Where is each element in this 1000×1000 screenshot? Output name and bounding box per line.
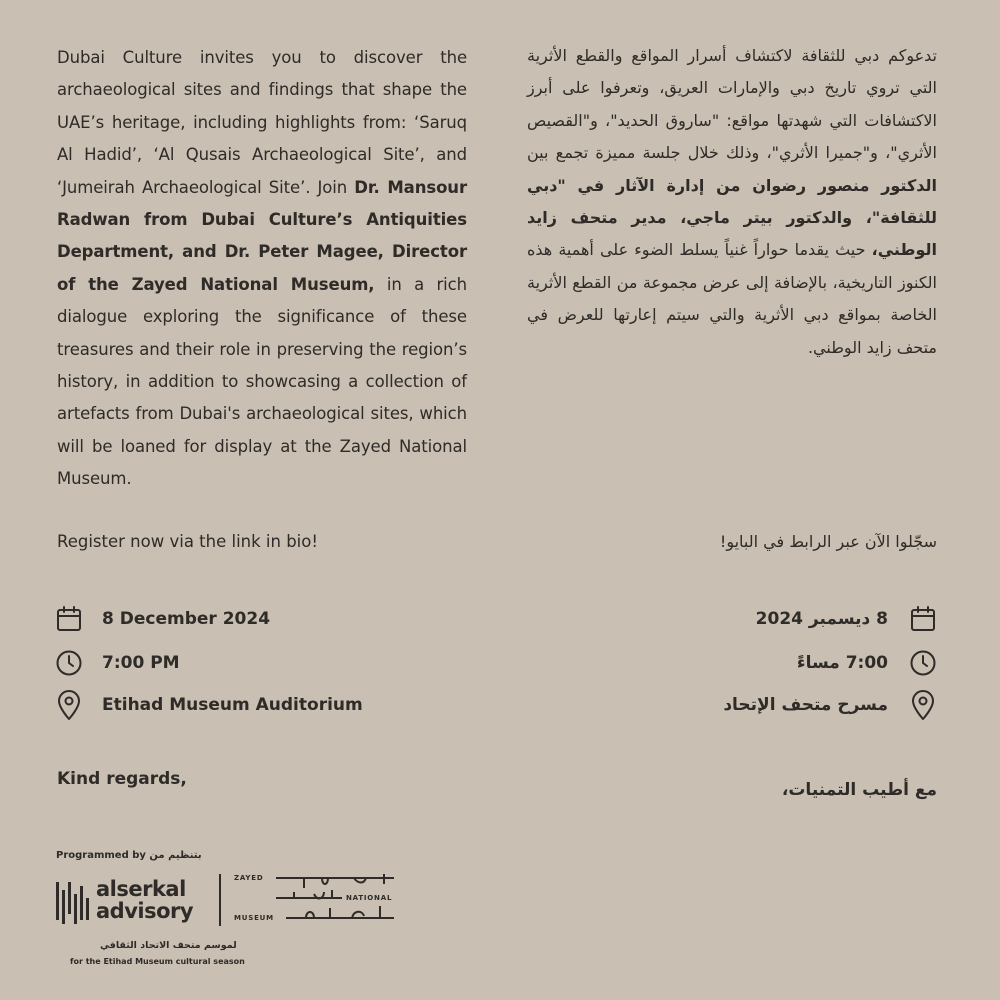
event-venue-ar: مسرح متحف الإتحاد: [723, 695, 888, 715]
zayed-logo-word-1: ZAYED: [234, 874, 264, 882]
venue-row-ar: [723, 690, 938, 720]
zayed-logo-word-3: MUSEUM: [234, 914, 274, 922]
arabic-description: [527, 40, 937, 364]
season-text-en: for the Etihad Museum cultural season: [70, 957, 245, 966]
time-row-en: [54, 648, 180, 678]
logo-divider: [219, 874, 221, 926]
calendar-icon: [54, 604, 84, 634]
venue-row-en: [54, 690, 363, 720]
event-date-en: 8 December 2024: [102, 609, 271, 629]
clock-icon: [908, 648, 938, 678]
event-venue-en: Etihad Museum Auditorium: [102, 695, 363, 715]
arabic-speakers: الدكتور منصور رضوان من إدارة الآثار في "دبي للثقافة"، والدكتور بيتر ماجي، مدير متحف زايد الوطني،: [527, 175, 937, 260]
date-row-ar: [756, 604, 938, 634]
arabic-intro: تدعوكم دبي للثقافة لاكتشاف أسرار المواقع والقطع الأثرية التي تروي تاريخ دبي والإمارات العريق، وتعرفوا على أبرز الاكتشافات التي شهدتها مواقع: "ساروق الحديد"، و"القصيص الأثري"، و"جميرا الأثري"، وذلك خلال جلسة مميزة تجمع بين: [527, 46, 937, 163]
arabic-closing: حيث يقدما حواراً غنياً يسلط الضوء على أهمية هذه الكنوز التاريخية، بالإضافة إلى عرض مجموعة من القطع الأثرية الخاصة بمواقع دبي الأثرية والتي سيتم إعارتها للعرض في متحف زايد الوطني.: [527, 240, 937, 357]
regards-ar: مع أطيب التمنيات،: [781, 780, 937, 800]
zayed-logo-word-2: NATIONAL: [346, 894, 393, 902]
date-row-en: [54, 604, 270, 634]
register-text-ar: سجّلوا الآن عبر الرابط في البايو!: [719, 532, 937, 551]
alserkal-logo-text: alserkal advisory: [96, 877, 194, 923]
programmed-by-label: Programmed by بتنظيم من: [56, 850, 202, 861]
alserkal-logo-icon: [56, 880, 92, 930]
regards-en: Kind regards,: [57, 769, 187, 789]
clock-icon: [54, 648, 84, 678]
english-description: [57, 42, 467, 496]
event-date-ar: 8 ديسمبر 2024: [755, 609, 888, 629]
location-pin-icon: [54, 690, 84, 720]
event-time-ar: 7:00 مساءً: [796, 653, 888, 673]
english-speakers: Dr. Mansour Radwan from Dubai Culture’s Antiquities Department, and Dr. Peter Magee, Director of the Zayed National Museum,: [57, 177, 467, 294]
time-row-ar: [797, 648, 938, 678]
english-intro: Dubai Culture invites you to discover the archaeological sites and findings that shape the UAE’s heritage, including highlights from: ‘Saruq Al Hadid’, ‘Al Qusais Archaeological Site’, and ‘Jumeirah Archaeological Site’. Join: [57, 48, 467, 197]
register-text-en: Register now via the link in bio!: [57, 532, 318, 551]
calendar-icon: [908, 604, 938, 634]
zayed-logo-mark-icon: [234, 872, 404, 928]
location-pin-icon: [908, 690, 938, 720]
english-closing: in a rich dialogue exploring the significance of these treasures and their role in preserving the region’s history, in addition to showcasing a collection of artefacts from Dubai's archaeological sites, which will be loaned for display at the Zayed National Museum.: [57, 274, 467, 489]
event-time-en: 7:00 PM: [102, 653, 180, 673]
season-text-ar: لموسم متحف الاتحاد الثقافي: [100, 940, 237, 951]
